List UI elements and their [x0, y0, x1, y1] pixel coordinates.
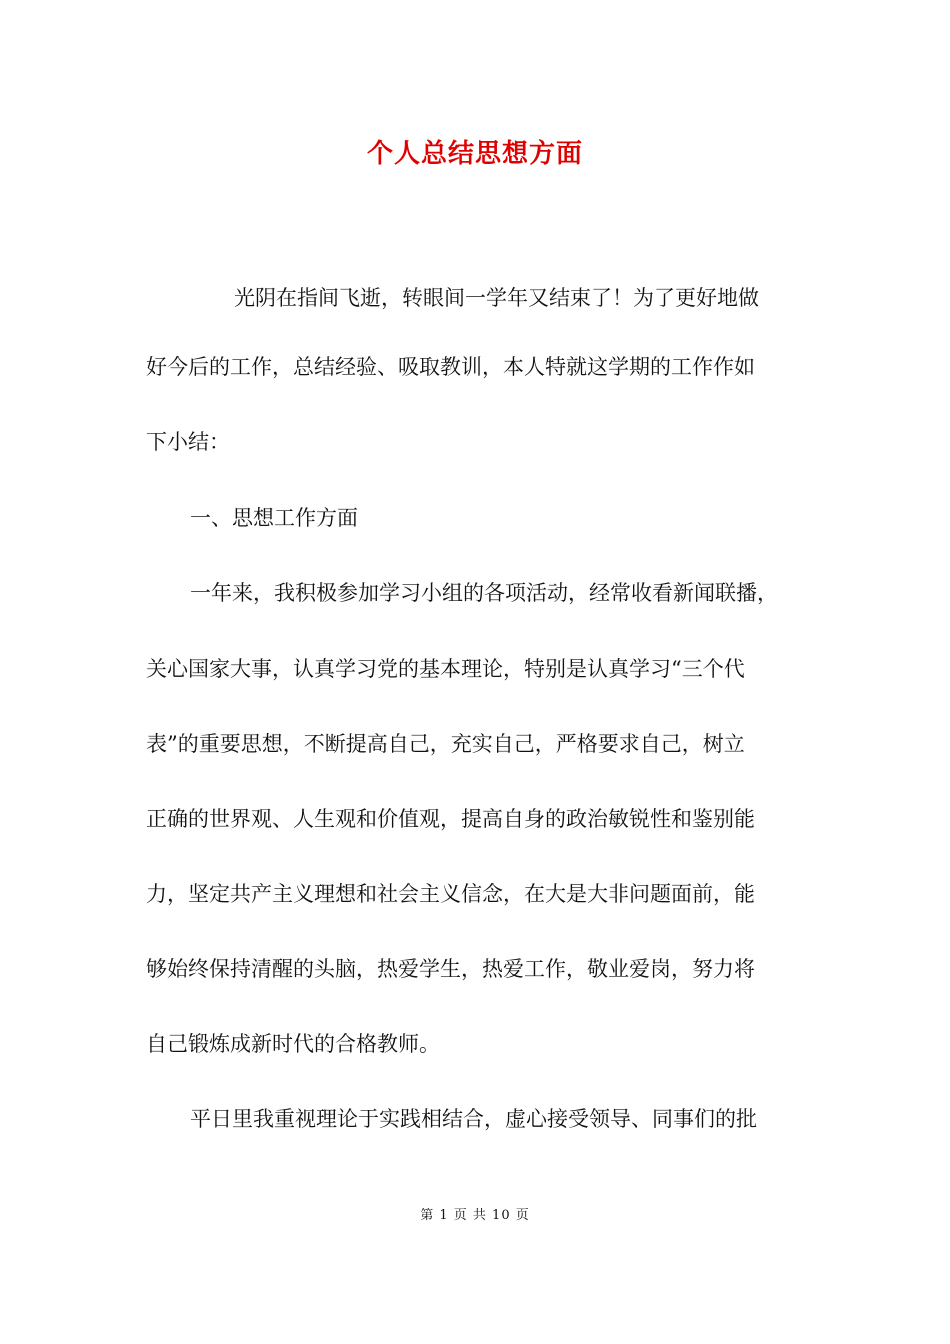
paragraph-line: 一年来，我积极参加学习小组的各项活动，经常收看新闻联播，	[190, 581, 778, 605]
paragraph-line: 正确的世界观、人生观和价值观，提高自身的政治敏锐性和鉴别能	[146, 807, 755, 831]
page-number-footer: 第 1 页 共 10 页	[420, 1208, 530, 1223]
paragraph-line: 自己锻炼成新时代的合格教师。	[146, 1032, 440, 1056]
paragraph-line: 表”的重要思想，不断提高自己，充实自己，严格要求自己，树立	[146, 732, 745, 756]
paragraph-line: 力，坚定共产主义理想和社会主义信念，在大是大非问题面前，能	[146, 882, 755, 906]
section-heading: 一、思想工作方面	[190, 506, 358, 530]
paragraph-line: 光阴在指间飞逝，转眼间一学年又结束了！为了更好地做	[234, 286, 759, 310]
paragraph-line: 好今后的工作，总结经验、吸取教训，本人特就这学期的工作作如	[146, 355, 755, 379]
paragraph-line: 关心国家大事，认真学习党的基本理论，特别是认真学习“三个代	[146, 657, 745, 681]
paragraph-line: 下小结：	[146, 430, 230, 454]
document-title: 个人总结思想方面	[366, 139, 583, 169]
paragraph-line: 够始终保持清醒的头脑，热爱学生，热爱工作，敬业爱岗，努力将	[146, 957, 755, 981]
paragraph-line: 平日里我重视理论于实践相结合，虚心接受领导、同事们的批	[190, 1107, 757, 1131]
